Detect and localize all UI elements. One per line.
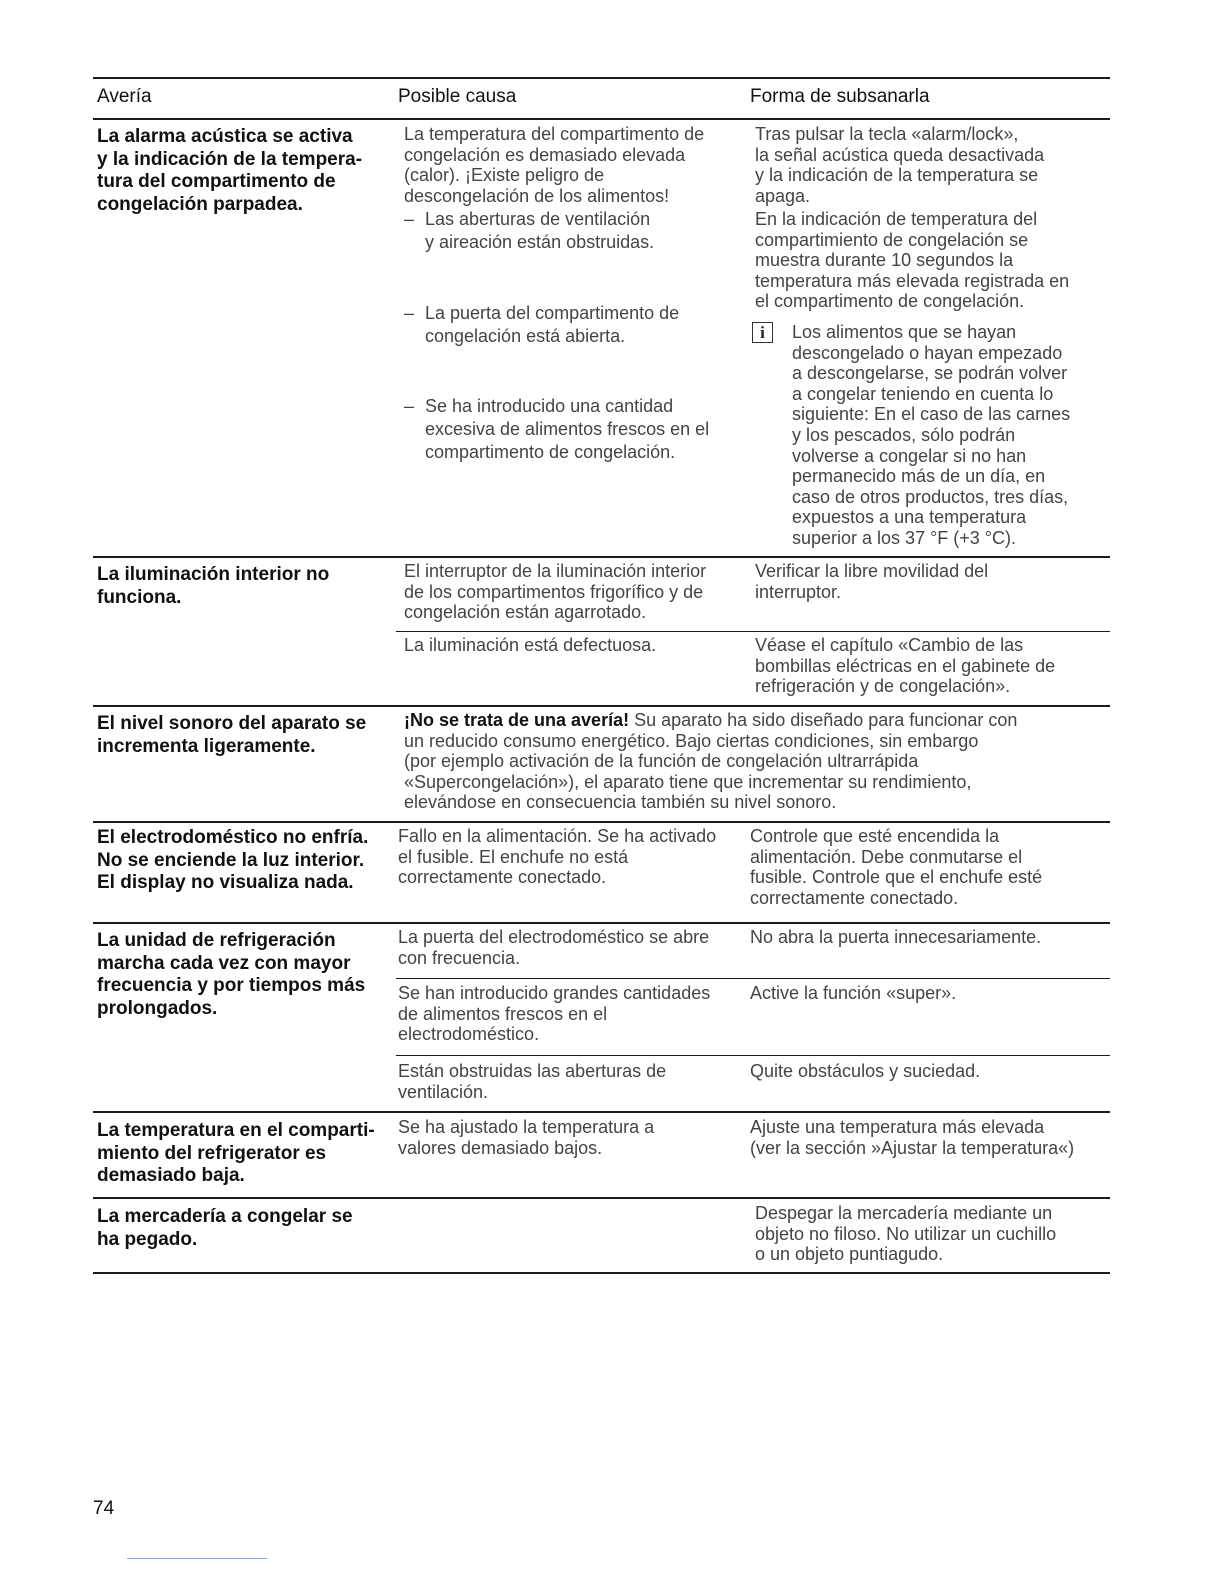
remedy-line: o un objeto puntiagudo. [755, 1244, 944, 1265]
remedy-check-power [750, 826, 1042, 908]
cause-power-failure [398, 826, 716, 888]
cause-line: con frecuencia. [398, 947, 521, 968]
remedy-raise-temperature [750, 1117, 1074, 1158]
footer-line [127, 1558, 267, 1559]
sub-row-divider [396, 978, 1110, 979]
bullet-line: Se ha introducido una cantidad [425, 396, 674, 417]
cause-line: ventilación. [398, 1081, 489, 1102]
fault-line: La unidad de refrigeración [97, 930, 336, 951]
remedy-line: alimentación. Debe conmutarse el [750, 846, 1023, 867]
fault-food-stuck [97, 1206, 353, 1251]
remedy-detach-food [755, 1203, 1056, 1265]
note-line [404, 710, 1017, 731]
fault-line: funciona. [97, 586, 182, 608]
note-line: elevándose en consecuencia también su nivel sonoro. [404, 792, 837, 813]
cause-light-defective [404, 635, 656, 656]
remedy-remove-obstacles [750, 1061, 980, 1082]
cause-line: La puerta del electrodoméstico se abre [398, 927, 710, 947]
fault-line: No se enciende la luz interior. [97, 849, 365, 871]
note-line: un reducido consumo energético. Bajo ciertas condiciones, sin embargo [404, 730, 979, 751]
row-divider [93, 705, 1110, 707]
header-remedy: Forma de subsanarla [750, 86, 930, 107]
bullet-dash: – [404, 303, 415, 324]
remedy-line: objeto no filoso. No utilizar un cuchillo [755, 1223, 1057, 1244]
bullet-dash: – [404, 396, 415, 417]
cause-line: La temperatura del compartimento de [404, 124, 705, 144]
remedy-alarm-lock [755, 124, 1044, 206]
bullet-line: La puerta del compartimento de [425, 303, 680, 324]
fault-line: tura del compartimento de [97, 171, 336, 192]
cause-line: valores demasiado bajos. [398, 1137, 603, 1158]
cause-line: congelación es demasiado elevada [404, 144, 686, 165]
fault-temperature-too-low [97, 1120, 375, 1188]
bullet-line: y aireación están obstruidas. [425, 231, 655, 252]
cause-line: congelación están agarrotado. [404, 602, 647, 623]
remedy-line: Tras pulsar la tecla «alarm/lock», [755, 124, 1019, 144]
remedy-line: Verificar la libre movilidad del [755, 561, 989, 581]
row-divider [93, 922, 1110, 924]
cause-door-opened-often [398, 927, 709, 968]
cause-line: Se han introducido grandes cantidades [398, 983, 711, 1003]
fault-line: El nivel sonoro del aparato se [97, 713, 367, 734]
info-note-refreeze [792, 322, 1070, 549]
note-line: (por ejemplo activación de la función de congelación ultrarrápida [404, 751, 919, 772]
note-first-rest: Su aparato ha sido diseñado para funcionar con [629, 710, 1018, 730]
cause-line: electrodoméstico. [398, 1024, 540, 1045]
fault-line: ha pegado. [97, 1228, 198, 1250]
row-divider [93, 1111, 1110, 1113]
remedy-line: temperatura más elevada registrada en [755, 270, 1070, 291]
remedy-line: bombillas eléctricas en el gabinete de [755, 655, 1056, 676]
remedy-line: Véase el capítulo «Cambio de las [755, 635, 1024, 655]
note-not-a-fault [404, 710, 1017, 813]
bullet-line: Las aberturas de ventilación [425, 209, 651, 229]
note-line: descongelado o hayan empezado [792, 342, 1063, 363]
remedy-line: la señal acústica queda desactivada [755, 144, 1045, 165]
info-icon: i [752, 322, 773, 343]
table-bottom-rule [93, 1272, 1110, 1274]
remedy-line: muestra durante 10 segundos la [755, 250, 1014, 271]
fault-line: demasiado baja. [97, 1165, 245, 1186]
row-divider [93, 821, 1110, 823]
cause-large-food-amounts [398, 983, 710, 1045]
fault-line: La temperatura en el comparti- [97, 1120, 375, 1141]
cause-temperature-set-low [398, 1117, 654, 1158]
bullet-dash: – [404, 209, 415, 229]
fault-line: frecuencia y por tiempos más [97, 975, 366, 996]
cause-line: El interruptor de la iluminación interior [404, 561, 707, 581]
header-cause: Posible causa [398, 86, 517, 107]
fault-line: incrementa ligeramente. [97, 735, 316, 757]
remedy-dont-open-door [750, 927, 1041, 948]
cause-vents-obstructed [398, 1061, 666, 1102]
fault-line: marcha cada vez con mayor [97, 952, 351, 974]
header-fault: Avería [97, 86, 152, 107]
note-line: a descongelarse, se podrán volver [792, 363, 1068, 384]
cause-line: descongelación de los alimentos! [404, 185, 670, 206]
cause-line: correctamente conectado. [398, 867, 607, 888]
note-line: volverse a congelar si no han [792, 445, 1027, 466]
fault-freezer-alarm [97, 126, 362, 216]
cause-line: (calor). ¡Existe peligro de [404, 165, 605, 186]
cause-switch-stuck [404, 561, 706, 623]
cause-line: de los compartimentos frigorífico y de [404, 581, 704, 602]
remedy-line: Controle que esté encendida la [750, 826, 1000, 846]
fault-unit-runs-often [97, 930, 365, 1020]
remedy-line: correctamente conectado. [750, 887, 959, 908]
fault-line: La alarma acústica se activa [97, 126, 353, 147]
remedy-line: compartimiento de congelación se [755, 229, 1029, 250]
bullet-line: compartimento de congelación. [425, 441, 676, 462]
note-line: expuestos a una temperatura [792, 507, 1027, 528]
page-number: 74 [93, 1498, 115, 1519]
cause-line: Fallo en la alimentación. Se ha activado [398, 826, 717, 846]
remedy-line: interruptor. [755, 581, 842, 602]
remedy-line: Despegar la mercadería mediante un [755, 1203, 1053, 1223]
fault-line: miento del refrigerator es [97, 1142, 327, 1164]
row-divider [93, 1197, 1110, 1199]
note-line: «Supercongelación»), el aparato tiene que incrementar su rendimiento, [404, 771, 972, 792]
remedy-check-switch [755, 561, 988, 602]
row-divider [93, 556, 1110, 558]
fault-line: El display no visualiza nada. [97, 872, 354, 893]
note-line: y los pescados, sólo podrán [792, 424, 1016, 445]
remedy-line: Ajuste una temperatura más elevada [750, 1117, 1045, 1137]
cause-line: La iluminación está defectuosa. [404, 635, 657, 655]
bullet-line: excesiva de alimentos frescos en el [425, 418, 710, 439]
remedy-max-temperature [755, 209, 1069, 312]
fault-no-cooling [97, 827, 368, 895]
remedy-line: refrigeración y de congelación». [755, 676, 1011, 697]
note-line: a congelar teniendo en cuenta lo [792, 383, 1054, 404]
cause-line: el fusible. El enchufe no está [398, 846, 629, 867]
note-line: siguiente: En el caso de las carnes [792, 404, 1071, 425]
fault-line: prolongados. [97, 997, 218, 1019]
remedy-line: apaga. [755, 185, 811, 206]
bullet-line: congelación está abierta. [425, 325, 626, 346]
fault-line: El electrodoméstico no enfría. [97, 827, 369, 848]
remedy-activate-super [750, 983, 956, 1004]
note-bold: ¡No se trata de una avería! [404, 710, 630, 730]
fault-interior-light [97, 564, 329, 609]
remedy-line: y la indicación de la temperatura se [755, 165, 1039, 186]
sub-row-divider [396, 1055, 1110, 1056]
cause-line: de alimentos frescos en el [398, 1003, 608, 1024]
table-top-rule [93, 77, 1110, 79]
remedy-line: el compartimento de congelación. [755, 291, 1025, 312]
cause-freezer-too-warm [404, 124, 744, 206]
note-line: permanecido más de un día, en [792, 466, 1046, 487]
remedy-line: Quite obstáculos y suciedad. [750, 1061, 981, 1081]
remedy-see-chapter [755, 635, 1055, 697]
header-bottom-rule [93, 118, 1110, 120]
remedy-line: En la indicación de temperatura del [755, 209, 1038, 229]
note-line: superior a los 37 °F (+3 °C). [792, 527, 1016, 548]
remedy-line: No abra la puerta innecesariamente. [750, 927, 1042, 947]
remedy-line: fusible. Controle que el enchufe esté [750, 867, 1043, 888]
note-line: caso de otros productos, tres días, [792, 486, 1069, 507]
fault-line: La mercadería a congelar se [97, 1206, 353, 1227]
note-line: Los alimentos que se hayan [792, 322, 1017, 342]
fault-line: y la indicación de la tempera- [97, 148, 363, 170]
sub-row-divider [396, 631, 1110, 632]
remedy-line: Active la función «super». [750, 983, 957, 1003]
cause-line: Se ha ajustado la temperatura a [398, 1117, 655, 1137]
cause-line: Están obstruidas las aberturas de [398, 1061, 667, 1081]
fault-noise-level [97, 713, 366, 758]
fault-line: congelación parpadea. [97, 193, 303, 215]
fault-line: La iluminación interior no [97, 564, 330, 585]
remedy-line: (ver la sección »Ajustar la temperatura«) [750, 1137, 1075, 1158]
